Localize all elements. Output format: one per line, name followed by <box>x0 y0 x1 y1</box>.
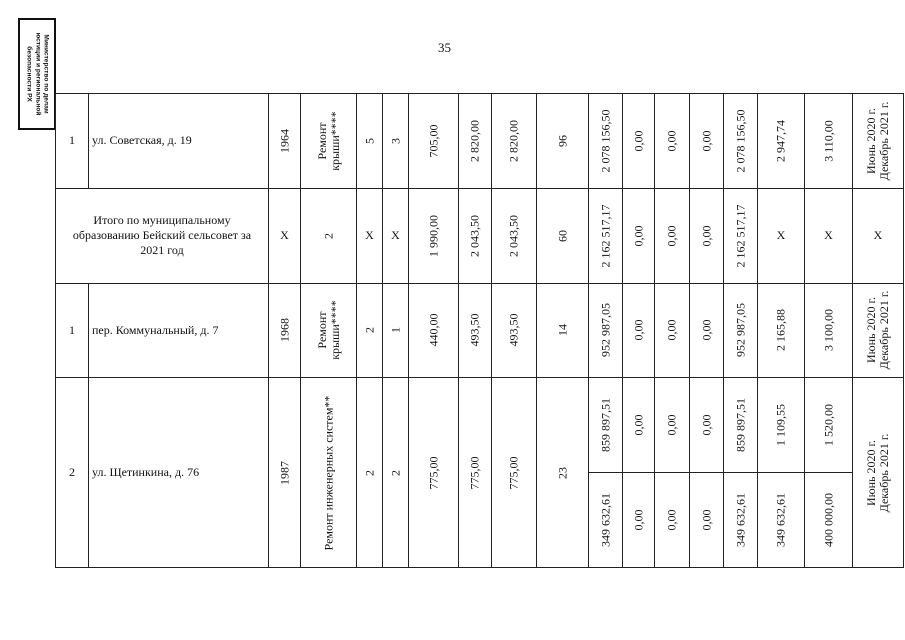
value-cell: 952 987,05 <box>589 283 623 378</box>
value-cell: 859 897,51 <box>724 378 758 473</box>
value-cell: 23 <box>537 378 589 568</box>
value-cell: 96 <box>537 94 589 189</box>
value-cell: 400 000,00 <box>805 473 853 568</box>
table-row <box>56 283 904 378</box>
value-cell: 493,50 <box>459 283 492 378</box>
value-cell: 775,00 <box>459 378 492 568</box>
value-cell: 2 <box>357 378 383 568</box>
address-cell: ул. Советская, д. 19 <box>89 94 269 189</box>
table-row <box>56 94 904 189</box>
address-cell: ул. Щетинкина, д. 76 <box>89 378 269 568</box>
year-cell: 1964 <box>269 94 301 189</box>
value-cell: 0,00 <box>655 473 690 568</box>
value-cell: 493,50 <box>492 283 537 378</box>
value-cell: 3 <box>383 94 409 189</box>
year-cell: 1987 <box>269 378 301 568</box>
value-cell: X <box>758 188 805 283</box>
year-cell: 1968 <box>269 283 301 378</box>
value-cell: 859 897,51 <box>589 378 623 473</box>
work-type-cell: Ремонт крыши**** <box>301 283 357 378</box>
value-cell: 0,00 <box>655 188 690 283</box>
value-cell: 2 820,00 <box>459 94 492 189</box>
value-cell: 5 <box>357 94 383 189</box>
value-cell: 2 <box>357 283 383 378</box>
total-label-cell: Итого по муниципальному образованию Бейский сельсовет за 2021 год <box>56 188 269 283</box>
value-cell: 2 078 156,50 <box>724 94 758 189</box>
value-cell: 2 043,50 <box>492 188 537 283</box>
page-number: 35 <box>438 40 451 55</box>
value-cell: 0,00 <box>623 94 655 189</box>
term-cell: Июнь 2020 г. Декабрь 2021 г. <box>853 283 904 378</box>
value-cell: X <box>357 188 383 283</box>
value-cell: 0,00 <box>623 283 655 378</box>
ministry-stamp <box>18 18 56 130</box>
year-cell: X <box>269 188 301 283</box>
value-cell: 60 <box>537 188 589 283</box>
value-cell: 2 162 517,17 <box>589 188 623 283</box>
work-type-cell: Ремонт крыши**** <box>301 94 357 189</box>
value-cell: 0,00 <box>655 94 690 189</box>
value-cell: 0,00 <box>690 473 724 568</box>
value-cell: 0,00 <box>623 188 655 283</box>
value-cell: 1 520,00 <box>805 378 853 473</box>
value-cell: 2 078 156,50 <box>589 94 623 189</box>
row-number: 2 <box>56 378 89 568</box>
value-cell: X <box>383 188 409 283</box>
row-number: 1 <box>56 283 89 378</box>
value-cell: X <box>805 188 853 283</box>
value-cell: 3 110,00 <box>805 94 853 189</box>
value-cell: 349 632,61 <box>589 473 623 568</box>
value-cell: 1 990,00 <box>409 188 459 283</box>
row-number: 1 <box>56 94 89 189</box>
work-count-cell: 2 <box>301 188 357 283</box>
table-row <box>56 378 904 473</box>
term-cell: Июнь 2020 г. Декабрь 2021 г. <box>853 378 904 568</box>
value-cell: 1 <box>383 283 409 378</box>
value-cell: 0,00 <box>623 473 655 568</box>
value-cell: 14 <box>537 283 589 378</box>
value-cell: 705,00 <box>409 94 459 189</box>
value-cell: 440,00 <box>409 283 459 378</box>
value-cell: 2 165,88 <box>758 283 805 378</box>
work-type-cell: Ремонт инженерных систем** <box>301 378 357 568</box>
term-cell: X <box>853 188 904 283</box>
value-cell: 2 947,74 <box>758 94 805 189</box>
stamp-text: Министерство по делам юстиции и региональной безопасности РХ <box>25 32 50 116</box>
value-cell: 0,00 <box>690 188 724 283</box>
value-cell: 952 987,05 <box>724 283 758 378</box>
repair-registry-table <box>55 93 904 568</box>
value-cell: 0,00 <box>655 378 690 473</box>
value-cell: 775,00 <box>492 378 537 568</box>
value-cell: 2 043,50 <box>459 188 492 283</box>
value-cell: 1 109,55 <box>758 378 805 473</box>
value-cell: 2 <box>383 378 409 568</box>
value-cell: 0,00 <box>690 283 724 378</box>
value-cell: 2 820,00 <box>492 94 537 189</box>
value-cell: 3 100,00 <box>805 283 853 378</box>
value-cell: 349 632,61 <box>758 473 805 568</box>
value-cell: 2 162 517,17 <box>724 188 758 283</box>
value-cell: 0,00 <box>690 94 724 189</box>
value-cell: 0,00 <box>690 378 724 473</box>
value-cell: 775,00 <box>409 378 459 568</box>
term-cell: Июнь 2020 г. Декабрь 2021 г. <box>853 94 904 189</box>
table-row-total <box>56 188 904 283</box>
address-cell: пер. Коммунальный, д. 7 <box>89 283 269 378</box>
value-cell: 0,00 <box>623 378 655 473</box>
value-cell: 349 632,61 <box>724 473 758 568</box>
value-cell: 0,00 <box>655 283 690 378</box>
